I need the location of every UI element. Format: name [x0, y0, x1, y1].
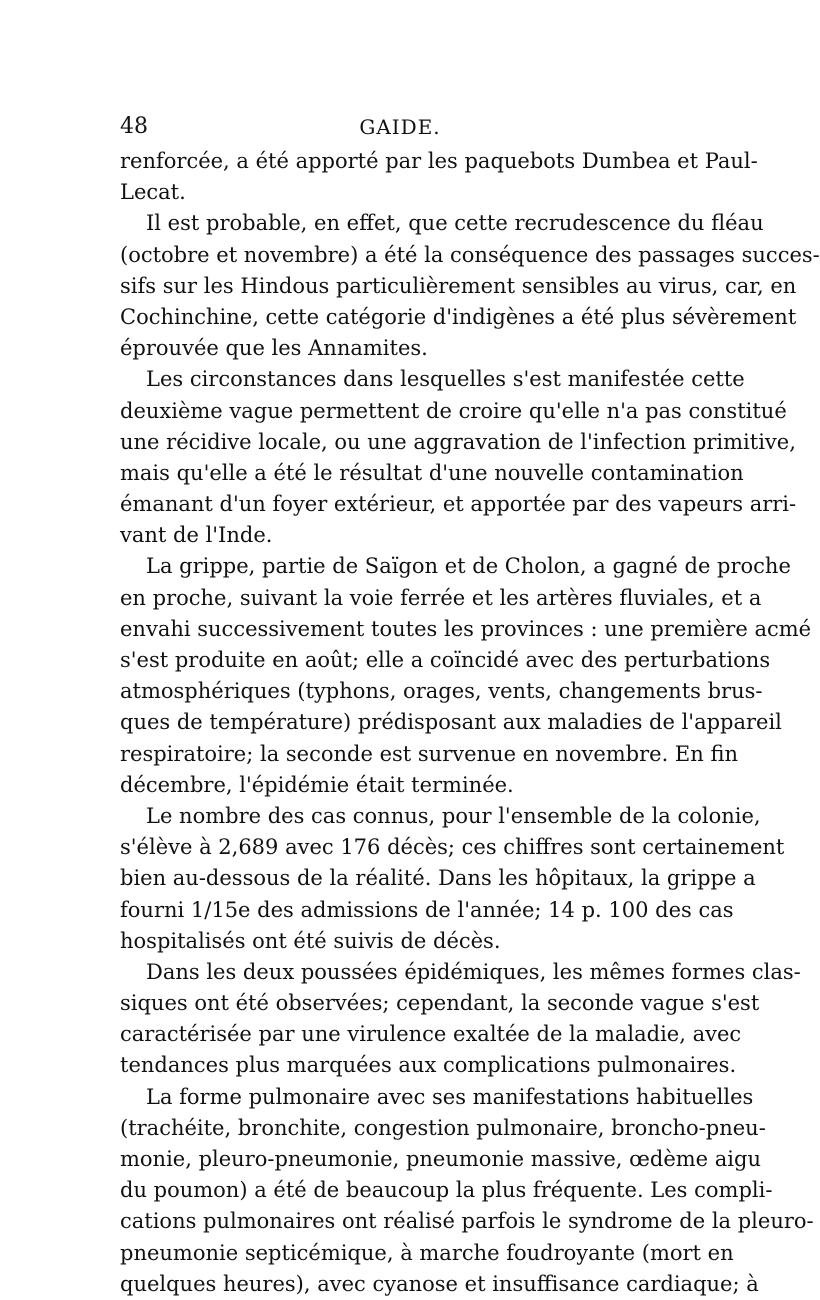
- text-line: Lecat.: [120, 180, 186, 205]
- text-line: vant de l'Inde.: [120, 523, 273, 548]
- text-line: éprouvée que les Annamites.: [120, 336, 428, 361]
- text-line: sifs sur les Hindous particulièrement sensibles au virus, car, en: [120, 273, 797, 298]
- text-line: cations pulmonaires ont réalisé parfois le syndrome de la pleuro-: [120, 1209, 814, 1234]
- text-line: bien au-dessous de la réalité. Dans les hôpitaux, la grippe a: [120, 866, 756, 891]
- body-text: [120, 146, 820, 1300]
- text-line: du poumon) a été de beaucoup la plus fréquente. Les compli-: [120, 1178, 773, 1203]
- text-line: hospitalisés ont été suivis de décès.: [120, 928, 501, 953]
- text-line: Dans les deux poussées épidémiques, les mêmes formes clas-: [146, 959, 801, 984]
- text-line: en proche, suivant la voie ferrée et les artères fluviales, et a: [120, 585, 762, 610]
- text-line: décembre, l'épidémie était terminée.: [120, 772, 514, 797]
- text-line: Il est probable, en effet, que cette recrudescence du fléau: [146, 211, 764, 236]
- running-title: GAIDE.: [359, 115, 441, 139]
- page-number: 48: [120, 114, 148, 139]
- text-line: siques ont été observées; cependant, la seconde vague s'est: [120, 991, 760, 1016]
- text-line: deuxième vague permettent de croire qu'elle n'a pas constitué: [120, 398, 787, 423]
- text-line: Cochinchine, cette catégorie d'indigènes a été plus sévèrement: [120, 304, 797, 329]
- text-line: renforcée, a été apporté par les paquebots Dumbea et Paul-: [120, 149, 758, 173]
- text-line: Le nombre des cas connus, pour l'ensemble de la colonie,: [146, 803, 761, 828]
- text-line: s'élève à 2,689 avec 176 décès; ces chiffres sont certainement: [120, 835, 785, 860]
- text-line: s'est produite en août; elle a coïncidé avec des perturbations: [120, 648, 771, 672]
- text-line: La grippe, partie de Saïgon et de Cholon, a gagné de proche: [146, 554, 791, 579]
- text-line: respiratoire; la seconde est survenue en novembre. En fin: [120, 741, 738, 766]
- text-line: (trachéite, bronchite, congestion pulmonaire, broncho-pneu-: [120, 1115, 766, 1140]
- text-line: tendances plus marquées aux complications pulmonaires.: [120, 1053, 737, 1078]
- text-line: caractérisée par une virulence exaltée de la maladie, avec: [120, 1022, 742, 1047]
- text-line: mais qu'elle a été le résultat d'une nouvelle contamination: [120, 460, 744, 485]
- text-line: monie, pleuro-pneumonie, pneumonie massive, œdème aigu: [120, 1147, 761, 1171]
- text-line: une récidive locale, ou une aggravation de l'infection primitive,: [120, 429, 796, 454]
- text-line: atmosphériques (typhons, orages, vents, changements brus-: [120, 679, 763, 704]
- text-line: (octobre et novembre) a été la conséquence des passages succes-: [120, 242, 820, 267]
- text-line: fourni 1/15e des admissions de l'année; 14 p. 100 des cas: [120, 897, 734, 922]
- text-line: ques de température) prédisposant aux maladies de l'appareil: [120, 710, 782, 735]
- text-line: envahi successivement toutes les provinces : une première acmé: [120, 616, 812, 641]
- text-line: Les circonstances dans lesquelles s'est manifestée cette: [146, 367, 745, 392]
- page-header: [120, 112, 680, 142]
- text-line: émanant d'un foyer extérieur, et apportée par des vapeurs arri-: [120, 492, 797, 517]
- text-line: pneumonie septicémique, à marche foudroyante (mort en: [120, 1240, 734, 1265]
- text-line: La forme pulmonaire avec ses manifestations habituelles: [146, 1084, 754, 1109]
- text-line: quelques heures), avec cyanose et insuffisance cardiaque; à: [120, 1271, 759, 1296]
